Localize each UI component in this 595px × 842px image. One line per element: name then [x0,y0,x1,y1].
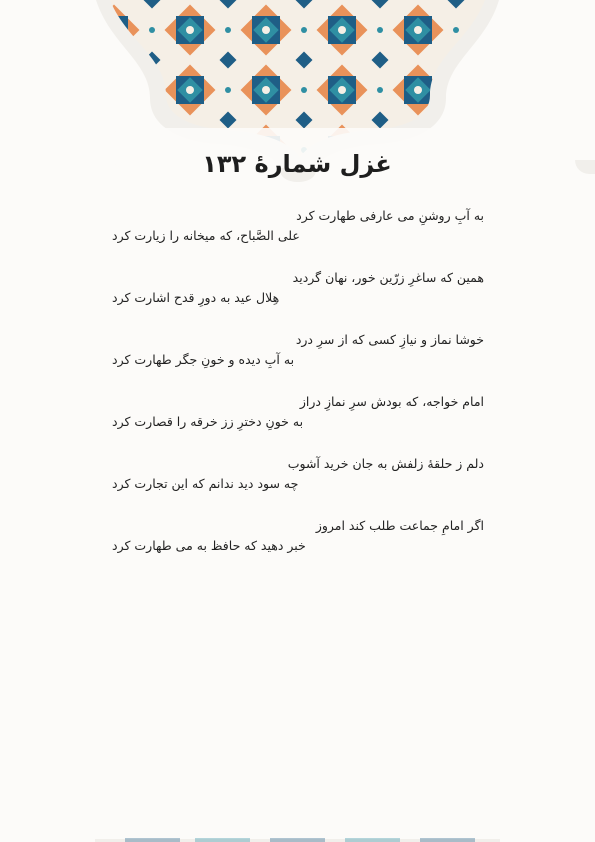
couplet [112,392,484,454]
second-hemistich: به خونِ دخترِ زز خرقه را قصارت کرد [112,414,304,429]
page-title: غزل شمارهٔ ۱۳۲ [202,150,392,179]
first-hemistich: خوشا نماز و نیازِ کسی که از سرِ درد [295,332,484,347]
first-hemistich: به آبِ روشنِ می عارفی طهارت کرد [296,208,484,223]
second-hemistich: هِلال عید به دورِ قدح اشارت کرد [112,290,280,305]
couplet [112,206,484,268]
first-hemistich: امام خواجه، که بودش سرِ نمازِ دراز [299,394,484,409]
couplet [112,516,484,578]
second-hemistich: چه سود دید ندانم که این تجارت کرد [112,476,299,491]
second-hemistich: علی الصَّباح، که میخانه را زیارت کرد [112,228,300,243]
first-hemistich: همین که ساغرِ زرّین خور، نهان گردید [292,270,484,285]
second-hemistich: به آبِ دیده و خونِ جگر طهارت کرد [112,352,295,367]
couplet [112,268,484,330]
footer-tile-strip [0,836,595,842]
couplet [112,330,484,392]
first-hemistich: اگر امامِ جماعت طلب کند امروز [315,518,484,533]
couplet [112,454,484,516]
second-hemistich: خبر دهید که حافظ به می طهارت کرد [112,538,306,553]
poem-body [112,206,484,578]
first-hemistich: دلم ز حلقهٔ زلفش به جان خرید آشوب [287,456,484,471]
